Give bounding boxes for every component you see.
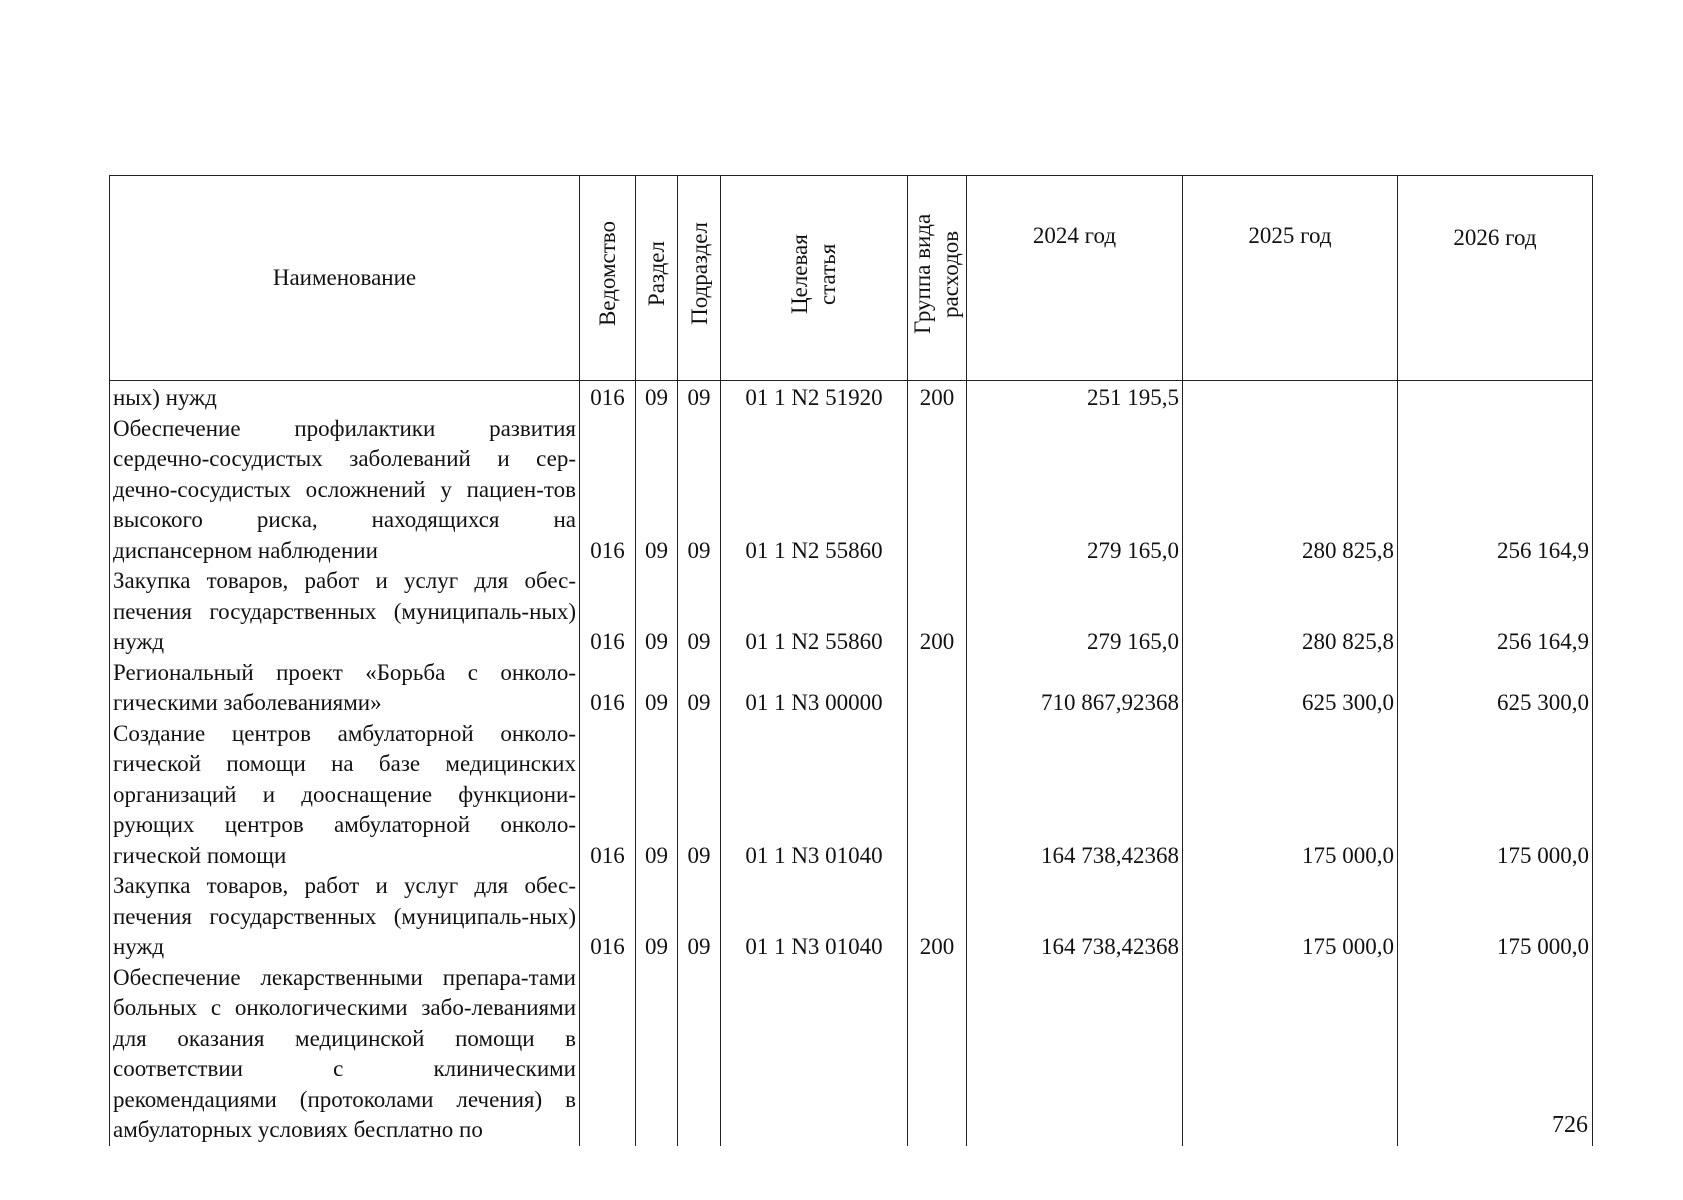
row-razdel: 09: [636, 871, 678, 963]
header-2025: 2025 год: [1183, 176, 1398, 381]
row-2024: 279 165,0: [967, 414, 1183, 567]
row-podrazdel: 09: [678, 381, 721, 414]
row-gruppa: [908, 658, 967, 719]
table-row: [110, 414, 1593, 567]
row-gruppa: [908, 414, 967, 567]
row-2025: 280 825,8: [1183, 566, 1398, 658]
header-2024: 2024 год: [967, 176, 1183, 381]
row-2024: 164 738,42368: [967, 871, 1183, 963]
row-2024: 279 165,0: [967, 566, 1183, 658]
row-name: Обеспечение профилактики развития сердечно-сосудистых заболеваний и сер-дечно-сосудистых осложнений у пациен-тов высокого риска, находящихся на диспансерном наблюдении: [110, 414, 580, 567]
row-podrazdel: 09: [678, 658, 721, 719]
table-row: [110, 871, 1593, 963]
row-vedomstvo: 016: [580, 381, 636, 414]
row-tselevaya: [721, 963, 908, 1146]
row-2024: [967, 963, 1183, 1146]
table-row: [110, 381, 1593, 414]
table-header-row: [110, 176, 1593, 381]
row-2025: 175 000,0: [1183, 719, 1398, 872]
row-2026: 256 164,9: [1398, 566, 1593, 658]
row-tselevaya: 01 1 N2 55860: [721, 566, 908, 658]
row-vedomstvo: 016: [580, 719, 636, 872]
row-2026: 175 000,0: [1398, 871, 1593, 963]
header-podrazdel: Подраздел: [678, 176, 721, 381]
row-tselevaya: 01 1 N3 01040: [721, 719, 908, 872]
row-vedomstvo: 016: [580, 566, 636, 658]
table-row: [110, 963, 1593, 1146]
row-2025: 175 000,0: [1183, 871, 1398, 963]
header-tselevaya-statya: Целевая статья: [721, 176, 908, 381]
row-podrazdel: 09: [678, 719, 721, 872]
table-row: [110, 658, 1593, 719]
row-razdel: 09: [636, 566, 678, 658]
row-gruppa: 200: [908, 871, 967, 963]
row-gruppa: [908, 963, 967, 1146]
row-razdel: 09: [636, 719, 678, 872]
row-name: Обеспечение лекарственными препара-тами больных с онкологическими забо-леваниями для оказания медицинской помощи в соответствии с клиническими рекомендациями (протоколами лечения) в амбулаторных условиях бесплатно по: [110, 963, 580, 1146]
row-vedomstvo: 016: [580, 871, 636, 963]
row-2026: 256 164,9: [1398, 414, 1593, 567]
row-razdel: 09: [636, 381, 678, 414]
row-vedomstvo: 016: [580, 414, 636, 567]
row-vedomstvo: [580, 963, 636, 1146]
row-2025: 625 300,0: [1183, 658, 1398, 719]
header-razdel: Раздел: [636, 176, 678, 381]
row-tselevaya: 01 1 N3 00000: [721, 658, 908, 719]
row-tselevaya: 01 1 N2 55860: [721, 414, 908, 567]
header-2026: 2026 год: [1398, 176, 1593, 381]
row-2024: 164 738,42368: [967, 719, 1183, 872]
row-2026: 625 300,0: [1398, 658, 1593, 719]
row-podrazdel: [678, 963, 721, 1146]
row-name: Региональный проект «Борьба с онколо-гическими заболеваниями»: [110, 658, 580, 719]
table-row: [110, 719, 1593, 872]
row-2025: [1183, 963, 1398, 1146]
row-name: Создание центров амбулаторной онколо-гической помощи на базе медицинских организаций и дооснащение функциони-рующих центров амбулаторной онколо-гической помощи: [110, 719, 580, 872]
row-name: ных) нужд: [110, 381, 580, 414]
row-podrazdel: 09: [678, 414, 721, 567]
header-name: Наименование: [110, 176, 580, 381]
row-name: Закупка товаров, работ и услуг для обес-печения государственных (муниципаль-ных) нужд: [110, 871, 580, 963]
row-gruppa: 200: [908, 381, 967, 414]
row-name: Закупка товаров, работ и услуг для обес-печения государственных (муниципаль-ных) нужд: [110, 566, 580, 658]
row-vedomstvo: 016: [580, 658, 636, 719]
row-2024: 710 867,92368: [967, 658, 1183, 719]
row-gruppa: 200: [908, 566, 967, 658]
row-podrazdel: 09: [678, 566, 721, 658]
row-2025: 280 825,8: [1183, 414, 1398, 567]
row-razdel: 09: [636, 658, 678, 719]
row-razdel: 09: [636, 414, 678, 567]
row-tselevaya: 01 1 N2 51920: [721, 381, 908, 414]
page-number: 726: [1552, 1112, 1588, 1138]
row-razdel: [636, 963, 678, 1146]
row-2025: [1183, 381, 1398, 414]
row-2026: 175 000,0: [1398, 719, 1593, 872]
row-tselevaya: 01 1 N3 01040: [721, 871, 908, 963]
row-2024: 251 195,5: [967, 381, 1183, 414]
table-row: [110, 566, 1593, 658]
row-podrazdel: 09: [678, 871, 721, 963]
header-vedomstvo: Ведомство: [580, 176, 636, 381]
budget-table: [109, 175, 1593, 1146]
row-gruppa: [908, 719, 967, 872]
row-2026: [1398, 381, 1593, 414]
header-gruppa-vida-raskhodov: Группа вида расходов: [908, 176, 967, 381]
